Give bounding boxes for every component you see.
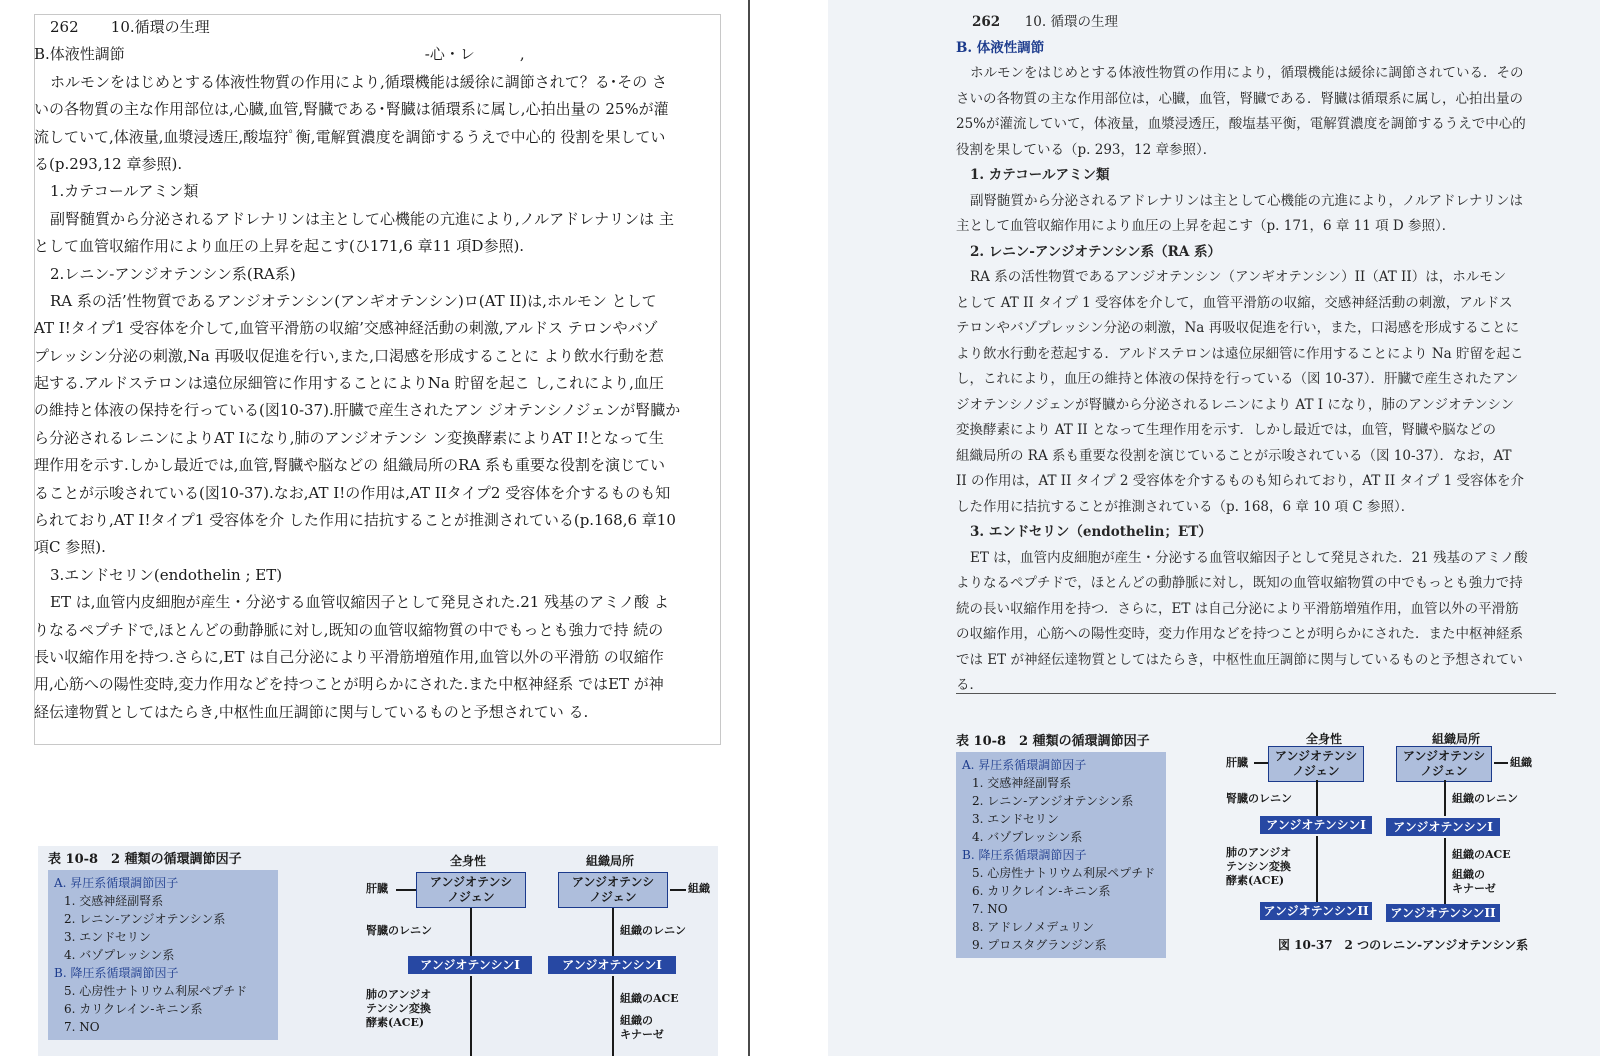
table-row: 2. レニン-アンジオテンシン系 [64, 912, 226, 926]
scan-line: 続の長い収縮作用を持つ．さらに，ET は自己分泌により平滑筋増殖作用，血管以外の平滑筋 [956, 600, 1519, 617]
scan-line: さいの各物質の主な作用部位は，心臓，血管，腎臓である．腎臓は循環系に属し，心拍出量の [956, 90, 1523, 107]
scan-table-row: 4. バゾプレッシン系 [972, 830, 1083, 844]
ocr-line: として血管収縮作用により血圧の上昇を起こす(ひ171,6 章11 項D参照). [34, 237, 525, 256]
ocr-chapter-header: 10.循環の生理 [110, 18, 210, 36]
ocr-line: プレッシン分泌の刺激,Na 再吸収促進を行い,また,口渇感を形成することに より飲水行動を惹 [34, 346, 664, 365]
scan-line: 副腎髄質から分泌されるアドレナリンは主として心機能の亢進により，ノルアドレナリンは [970, 192, 1523, 209]
scan-subheading: 1. カテコールアミン類 [970, 167, 1110, 183]
diagram-angiotensin1-systemic: アンジオテンシンI [408, 956, 532, 974]
scan-line: として AT II タイプ 1 受容体を介して，血管平滑筋の収縮，交感神経活動の刺激，アルドス [956, 294, 1513, 311]
table-box [48, 870, 278, 1040]
scan-diagram-header-local: 組織局所 [1432, 732, 1481, 746]
ocr-line: る(p.293,12 章参照). [34, 154, 183, 173]
scanned-page-text [956, 10, 1566, 699]
ocr-line: いの各物質の主な作用部位は,心臓,血管,腎臓である･腎臓は循環系に属し,心拍出量の 25%が灌 [34, 100, 669, 119]
scan-line: 主として血管収縮作用により血圧の上昇を起こす（p. 171，6 章 11 項 D 参照）． [956, 218, 1456, 234]
scan-table-group-b: B. 降圧系循環調節因子 [962, 848, 1087, 862]
diagram-header-systemic: 全身性 [450, 854, 487, 868]
diagram-tissue-label: 組織 [688, 882, 710, 895]
scan-diagram-liver-label: 肝臓 [1226, 756, 1248, 769]
diagram-angiotensinogen-local: アンジオテンシ ノジェン [558, 872, 668, 908]
ocr-line: RA 系の活’性物質であるアンジオテンシン(アンギオテンシン)ロ(AT II)は,ホルモン として [50, 291, 657, 310]
scan-diagram-angiotensin1-local: アンジオテンシンI [1386, 818, 1500, 836]
scan-diagram-tissue-ace-label: 組織のACE [1452, 848, 1511, 861]
scan-table-row: 9. プロスタグランジン系 [972, 938, 1107, 952]
scan-line: の収縮作用，心筋への陽性変時，変力作用などを持つことが明らかにされた．また中枢神経系 [956, 626, 1523, 642]
scan-diagram-tissue-kinase-label: 組織の キナーゼ [1452, 868, 1496, 895]
ocr-line: ET は,血管内皮細胞が産生・分泌する血管収縮因子として発見された.21 残基のアミノ酸 よ [50, 593, 669, 612]
ocr-page-number: 262 [50, 18, 79, 36]
table-group-a: A. 昇圧系循環調節因子 [54, 876, 179, 890]
scan-line: ET は，血管内皮細胞が産生・分泌する血管収縮因子として発見された．21 残基のアミノ酸 [970, 549, 1528, 566]
scan-table-row: 2. レニン-アンジオテンシン系 [972, 794, 1134, 808]
table-title: 表 10-8 2 種類の循環調節因子 [48, 852, 242, 867]
ocr-line: 流していて,体液量,血漿浸透圧,酸塩狩ﾟ衡,電解質濃度を調節するうえで中心的 役割を果してい [34, 127, 666, 146]
scan-divider-rule [956, 693, 1556, 694]
ocr-line: 長い収縮作用を持つ.さらに,ET は自己分泌により平滑筋増殖作用,血管以外の平滑筋 の収縮作 [34, 647, 664, 666]
scan-subheading: 2. レニン-アンジオテンシン系（RA 系） [970, 243, 1222, 260]
ocr-line: B.体液性調節 -心・レ , [34, 45, 525, 64]
table-row: 7. NO [64, 1020, 100, 1034]
scan-table-row: 6. カリクレイン-キニン系 [972, 884, 1111, 898]
table-row: 3. エンドセリン [64, 930, 151, 944]
diagram-tissue-ace-label: 組織のACE [620, 992, 679, 1005]
scan-table-row: 8. アドレノメデュリン [972, 920, 1094, 934]
scan-line: より飲水行動を惹起する．アルドステロンは遠位尿細管に作用することにより Na 貯留を起こ [956, 345, 1524, 362]
ocr-header-line [34, 14, 724, 41]
ocr-line: ホルモンをはじめとする体液性物質の作用により,循環機能は緩徐に調節されて？る･その さ [50, 72, 668, 91]
scan-line: 役割を果している（p. 293，12 章参照）． [956, 141, 1217, 158]
ocr-line: 経伝達物質としてはたらき,中枢性血圧調節に関与しているものと予想されてい る. [34, 702, 589, 721]
scan-line: 変換酵素により AT II となって生理作用を示す．しかし最近では，血管，腎臓や脳などの [956, 422, 1496, 438]
scan-diagram-angiotensin1-systemic: アンジオテンシンI [1260, 816, 1372, 834]
ocr-text-pane [0, 0, 750, 1056]
scan-line: テロンやバゾプレッシン分泌の刺激，Na 再吸収促進を行い，また，口渇感を形成することに [956, 320, 1520, 336]
scan-line: ジオテンシノジェンが腎臓から分泌されるレニンにより AT I になり，肺のアンジオテンシン [956, 396, 1515, 413]
diagram-kidney-renin-label: 腎臓のレニン [366, 924, 432, 937]
scan-diagram-tissue-renin-label: 組織のレニン [1452, 792, 1518, 805]
scan-diagram-header-systemic: 全身性 [1306, 732, 1343, 746]
scan-table-box [956, 752, 1166, 958]
diagram-angiotensinogen-systemic: アンジオテンシ ノジェン [416, 872, 526, 908]
ocr-figure-crop [38, 846, 718, 1056]
scan-diagram-angiotensinogen-local: アンジオテンシ ノジェン [1396, 746, 1492, 782]
scan-figure [956, 730, 1566, 970]
table-row: 5. 心房性ナトリウム利尿ペプチド [64, 984, 248, 998]
ocr-line: られており,AT I!タイプ1 受容体を介 した作用に拮抗することが推測されている(p.168,6 章10 [34, 511, 676, 530]
ocr-line: の維持と体液の保持を行っている(図10-37).肝臓で産生されたアン ジオテンシノジェンが腎臓か [34, 401, 681, 420]
scan-table-row: 3. エンドセリン [972, 812, 1059, 826]
scan-diagram-angiotensin2-systemic: アンジオテンシンII [1260, 902, 1372, 920]
ocr-line: 副腎髄質から分泌されるアドレナリンは主として心機能の亢進により,ノルアドレナリンは 主 [50, 209, 674, 228]
scan-subheading: 3. エンドセリン（endothelin；ET） [970, 524, 1212, 540]
ocr-line: 2.レニン-アンジオテンシン系(RA系) [50, 264, 296, 283]
pane-divider[interactable] [748, 0, 750, 1056]
scan-line: では ET が神経伝達物質としてはたらき，中枢性血圧調節に関与しているものと予想されてい [956, 651, 1523, 668]
scanned-page-pane [828, 0, 1600, 1056]
scan-line: II の作用は，AT II タイプ 2 受容体を介するものも知られており，AT II タイプ 1 受容体を介 [956, 473, 1524, 489]
diagram-liver-label: 肝臓 [366, 882, 388, 895]
scan-line: RA 系の活性物質であるアンジオテンシン（アンギオテンシン）II（AT II）は，ホルモン [970, 269, 1507, 285]
ocr-line: 3.エンドセリン(endothelin ; ET) [50, 565, 283, 584]
scan-diagram-kidney-renin-label: 腎臓のレニン [1226, 792, 1292, 805]
ras-diagram [358, 848, 718, 1056]
scan-diagram-lung-ace-label: 肺のアンジオ テンシン変換 酵素(ACE) [1226, 846, 1292, 887]
ocr-line: 項C 参照). [34, 538, 106, 557]
ocr-line: 理作用を示す.しかし最近では,血管,腎臓や脳などの 組織局所のRA 系も重要な役割を演じてい [34, 456, 665, 475]
scan-table-row: 5. 心房性ナトリウム利尿ペプチド [972, 866, 1156, 880]
ocr-line: AT I!タイプ1 受容体を介して,血管平滑筋の収縮’交感神経活動の刺激,アルドス テロンやバゾ [34, 319, 658, 338]
scan-header-line [956, 10, 1566, 36]
table-row: 4. バゾプレッシン系 [64, 948, 175, 962]
table-row: 1. 交感神経副腎系 [64, 894, 164, 908]
scan-diagram-angiotensinogen-systemic: アンジオテンシ ノジェン [1268, 746, 1364, 782]
scan-line: し，これにより，血圧の維持と体液の保持を行っている（図 10-37）．肝臓で産生されたアン [956, 371, 1519, 387]
ocr-line: りなるペプチドで,ほとんどの動静脈に対し,既知の血管収縮物質の中でもっとも強力で持 続の [34, 620, 664, 639]
scan-line: した作用に拮抗することが推測されている（p. 168，6 章 10 項 C 参照）． [956, 498, 1415, 515]
scan-section-title: B. 体液性調節 [956, 39, 1045, 56]
ocr-text-body [34, 14, 724, 726]
diagram-header-local: 組織局所 [586, 854, 635, 868]
scan-line: 組織局所の RA 系も重要な役割を演じていることが示唆されている（図 10-37）．なお，AT [956, 447, 1512, 464]
table-row: 6. カリクレイン-キニン系 [64, 1002, 203, 1016]
scan-line: 25%が灌流していて，体液量，血漿浸透圧，酸塩基平衡，電解質濃度を調節するうえで中心的 [956, 116, 1526, 132]
diagram-lung-ace-label: 肺のアンジオ テンシン変換 酵素(ACE) [366, 988, 432, 1029]
scan-chapter-header: 10. 循環の生理 [1024, 14, 1118, 30]
ocr-line: 用,心筋への陽性変時,変力作用などを持つことが明らかにされた.また中枢神経系 ではET が神 [34, 675, 664, 694]
table-group-b: B. 降圧系循環調節因子 [54, 966, 179, 980]
diagram-tissue-kinase-label: 組織の キナーゼ [620, 1014, 664, 1041]
ocr-line: 1.カテコールアミン類 [50, 182, 199, 201]
scan-diagram-angiotensin2-local: アンジオテンシンII [1386, 904, 1500, 922]
ocr-line: 起する.アルドステロンは遠位尿細管に作用することによりNa 貯留を起こ し,これにより,血圧 [34, 374, 664, 393]
scan-table-group-a: A. 昇圧系循環調節因子 [962, 758, 1087, 772]
scan-line: ホルモンをはじめとする体液性物質の作用により，循環機能は緩徐に調節されている．その [970, 65, 1524, 81]
scan-ras-diagram [1226, 730, 1566, 970]
ocr-line: ることが示唆されている(図10-37).なお,AT I!の作用は,AT IIタイプ2 受容体を介するものも知 [34, 483, 671, 502]
diagram-tissue-renin-label: 組織のレニン [620, 924, 686, 937]
scan-page-number: 262 [972, 14, 1001, 30]
ocr-line: ら分泌されるレニンによりAT Iになり,肺のアンジオテンシ ン変換酵素によりAT I!となって生 [34, 428, 664, 447]
scan-table-row: 7. NO [972, 902, 1008, 916]
scan-figure-caption: 図 10-37 2 つのレニン-アンジオテンシン系 [1278, 938, 1529, 952]
scan-line: よりなるペプチドで，ほとんどの動静脈に対し，既知の血管収縮物質の中でもっとも強力で持 [956, 575, 1523, 591]
scan-table-row: 1. 交感神経副腎系 [972, 776, 1072, 790]
scan-diagram-tissue-label: 組織 [1510, 756, 1532, 769]
scan-line: る． [956, 677, 983, 693]
scan-table-title: 表 10-8 2 種類の循環調節因子 [956, 734, 1150, 749]
diagram-angiotensin1-local: アンジオテンシンI [548, 956, 676, 974]
